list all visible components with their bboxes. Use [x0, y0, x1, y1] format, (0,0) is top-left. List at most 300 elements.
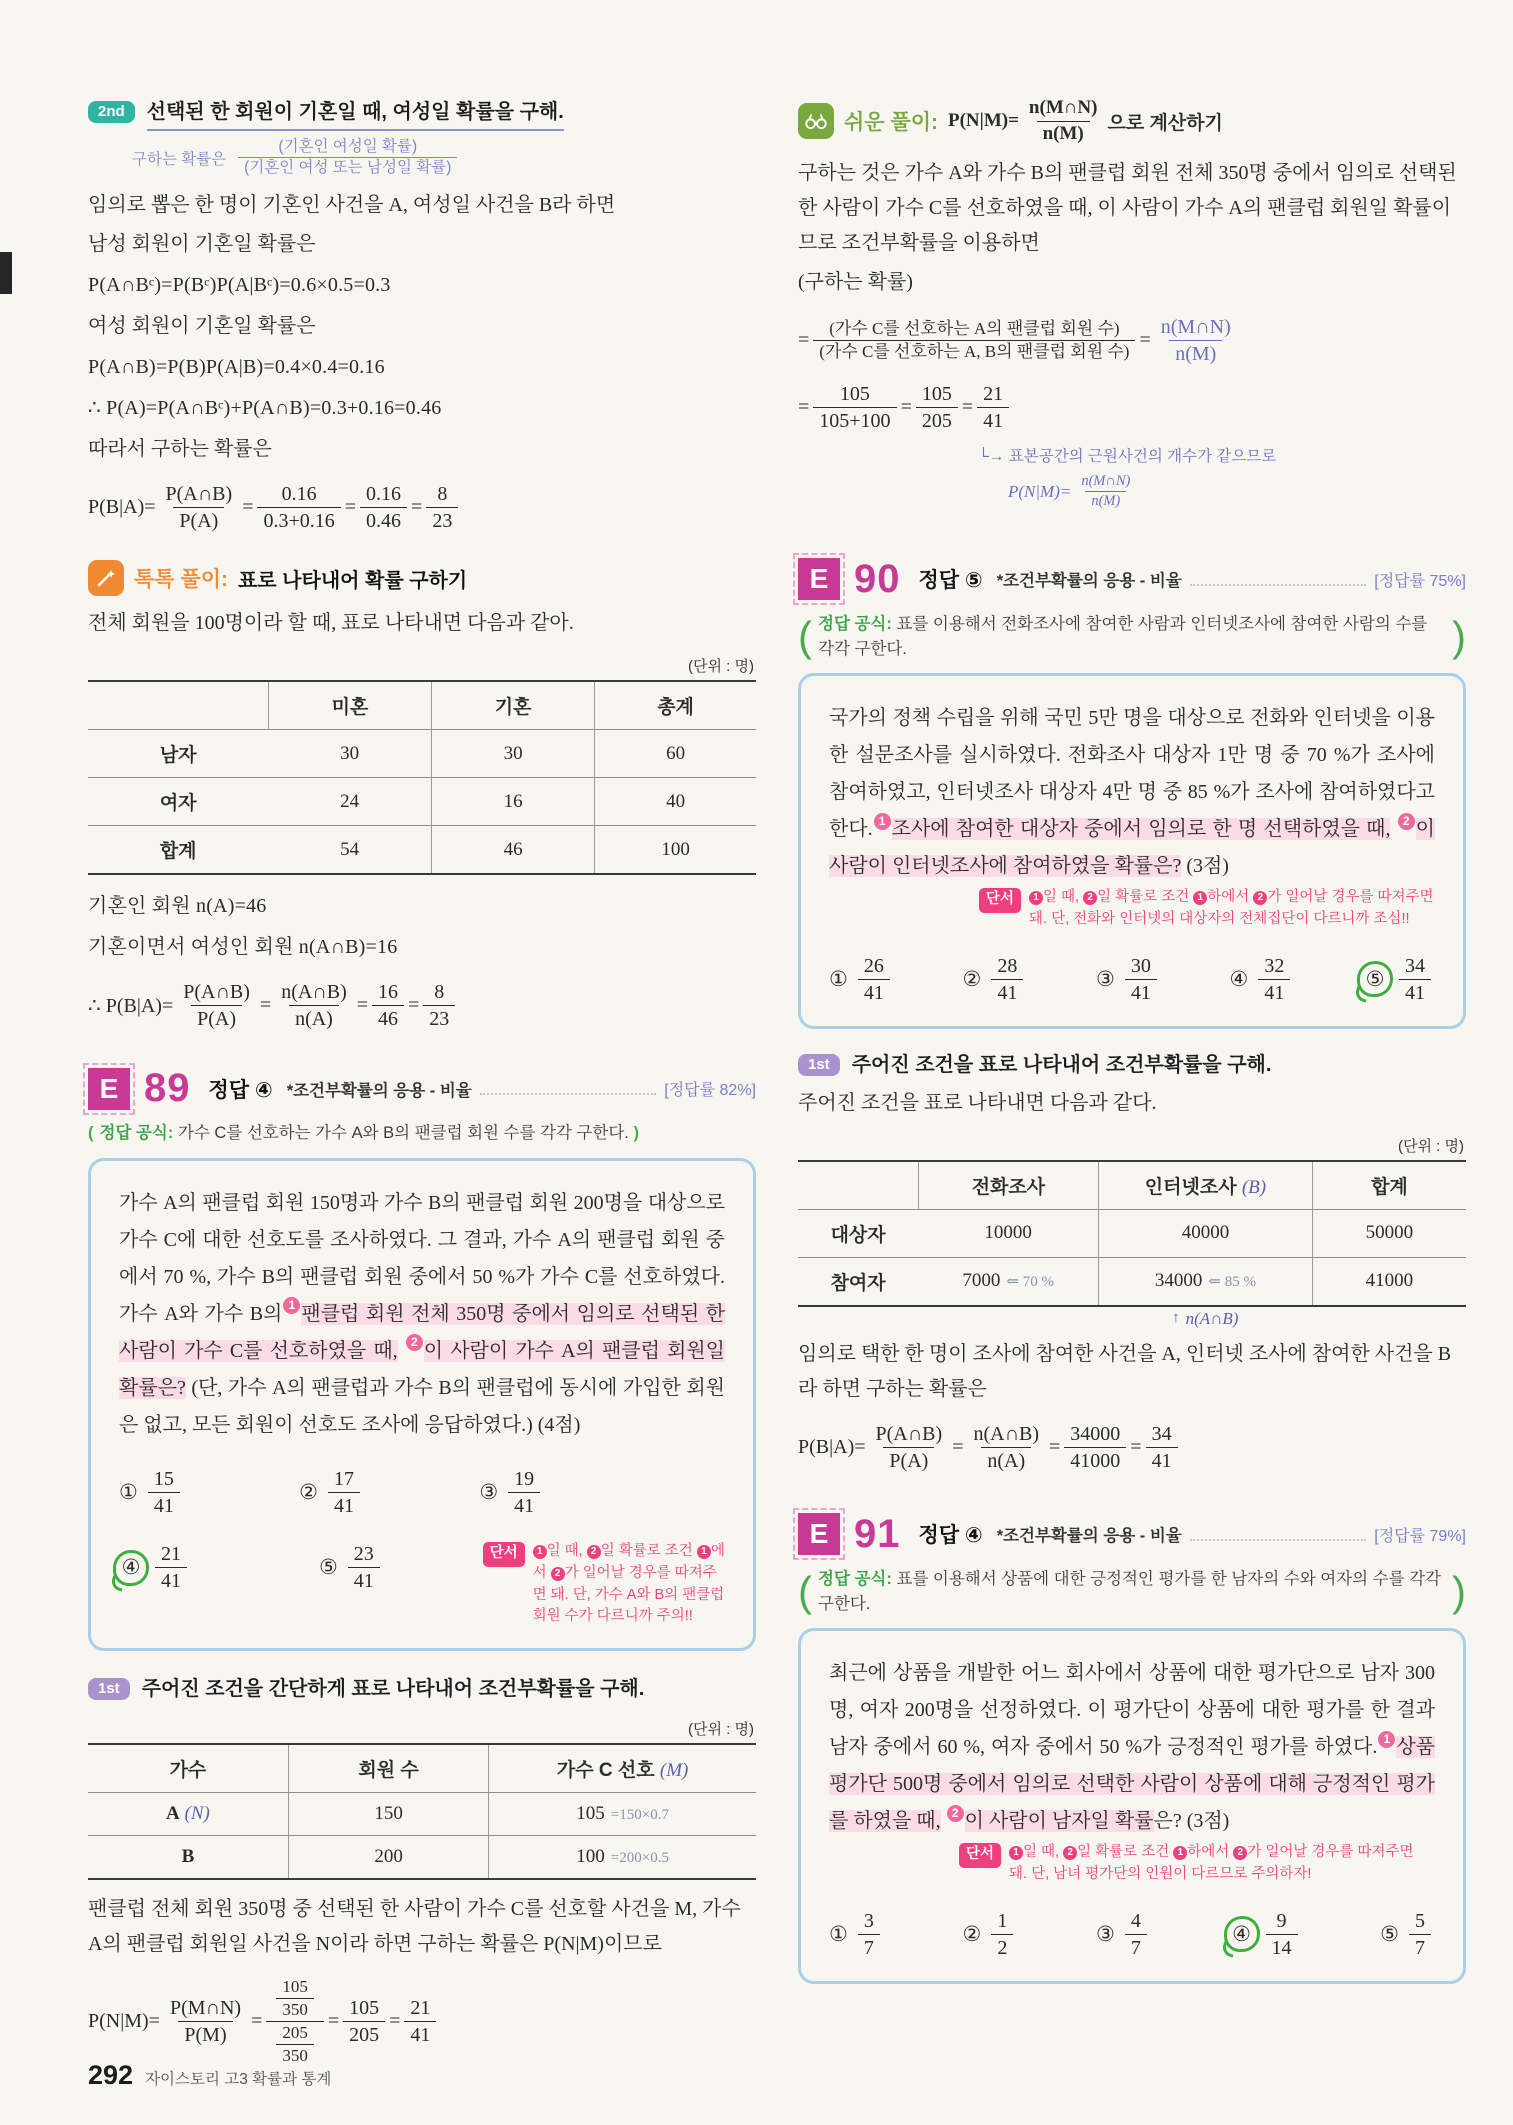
close-paren: ) — [633, 1124, 639, 1143]
denominator: (가수 C를 선호하는 A, B의 팬클럽 회원 수) — [813, 340, 1135, 363]
cell-text: A — [166, 1803, 180, 1825]
fraction — [870, 1421, 949, 1474]
fraction — [1064, 1421, 1126, 1474]
choice-1 — [829, 953, 894, 1006]
choice-4-answer — [119, 1541, 319, 1594]
highlighted-text: 이 사람이 인터넷조사에 참여하였을 확률은? — [829, 818, 1435, 878]
denominator: 0.46 — [360, 507, 407, 534]
choice-number: ① — [119, 1480, 138, 1505]
close-brace: ) — [1452, 1567, 1466, 1615]
choices-row-2 — [119, 1541, 725, 1628]
solution-text: 주어진 조건을 표로 나타내면 다음과 같다. — [798, 1091, 1157, 1114]
cell-annotation: =150×0.7 — [610, 1807, 669, 1824]
choice-number: ② — [299, 1480, 318, 1505]
solution-text: 여성 회원이 기혼일 확률은 — [88, 315, 316, 338]
numerator: 32 — [1264, 954, 1285, 977]
denominator: P(A) — [883, 1447, 934, 1474]
table-row — [88, 826, 756, 875]
denominator: 7 — [1409, 1934, 1431, 1961]
numerator: 0.16 — [281, 483, 317, 506]
table-row — [88, 1836, 756, 1880]
fraction — [1258, 953, 1290, 1006]
open-brace: ( — [798, 612, 812, 660]
numerator: n(M∩N) — [1081, 473, 1131, 490]
choice-2 — [963, 1908, 1018, 1961]
fraction — [343, 1995, 385, 2048]
table-cell: 60 — [595, 730, 756, 778]
numerator: P(A∩B) — [165, 483, 233, 506]
denominator: 205 — [343, 2021, 385, 2048]
choices-row — [829, 1908, 1435, 1961]
conditional-probability-formula — [88, 979, 756, 1032]
choice-1 — [829, 1908, 884, 1961]
table-header: 가수 — [169, 1760, 207, 1782]
numerator: 9 — [1276, 1909, 1287, 1932]
problem-text — [829, 700, 1435, 885]
problem-segment: 은? (3점) — [1153, 1810, 1230, 1833]
numerator: n(A∩B) — [973, 1422, 1040, 1445]
row-header: 합계 — [159, 841, 197, 863]
correct-rate: [정답률 75%] — [1374, 572, 1466, 590]
numerator: (가수 C를 선호하는 A의 팬클럽 회원 수) — [829, 319, 1120, 339]
denominator: 46 — [372, 1005, 404, 1032]
fraction — [404, 1995, 436, 2048]
numerator: 30 — [1130, 954, 1151, 977]
formula-line: ∴ P(A)=P(A∩Bᶜ)+P(A∩B)=0.3+0.16=0.46 — [88, 397, 442, 420]
numerator: 5 — [1415, 1909, 1425, 1932]
choice-1 — [119, 1466, 299, 1519]
table-cell — [88, 1793, 288, 1836]
numerator: 17 — [334, 1468, 354, 1491]
header-text: 인터넷조사 — [1144, 1176, 1237, 1198]
numerator: 205 — [282, 2023, 308, 2043]
fraction — [177, 979, 256, 1032]
table-row — [88, 730, 756, 778]
choice-number: ⑤ — [1380, 1921, 1399, 1946]
denominator: 41 — [155, 1567, 187, 1594]
correct-rate: [정답률 82%] — [664, 1082, 756, 1100]
e-badge-letter: E — [809, 563, 829, 595]
denominator: 41 — [328, 1492, 360, 1519]
step-badge-2nd: 2nd — [88, 101, 135, 123]
fraction — [967, 1421, 1045, 1474]
solution-text: 따라서 구하는 확률은 — [88, 438, 272, 461]
solution-text: 임의로 택한 한 명이 조사에 참여한 사건을 A, 인터넷 조사에 참여한 사건을 B라 하면 구하는 확률은 — [798, 1342, 1452, 1400]
denominator: n(M) — [1085, 491, 1126, 511]
numerator: n(A∩B) — [281, 981, 347, 1004]
table-header: 기혼 — [432, 681, 595, 730]
solution-text: 팬클럽 전체 회원 350명 중 선택된 한 사람이 가수 C를 선호할 사건을 M, 가수 A의 팬클럽 회원일 사건을 N이라 하면 구하는 확률은 P(N|M)이므로 — [88, 1898, 741, 1956]
fraction — [276, 1976, 314, 2021]
step-1st-title: 주어진 조건을 표로 나타내어 조건부확률을 구해. — [851, 1053, 1272, 1076]
clue-text: 일 때, — [1043, 889, 1084, 906]
problem-segment: 국가의 정책 수립을 위해 국민 5만 명을 대상으로 전화와 인터넷을 이용한 설문조사를 실시하였다. 전화조사 대상자 1만 명 중 70 %가 조사에 참여하였고, 인터넷조사 대상자 4만 명 중 85 %가 조사에 참여하였다고 한다. — [829, 707, 1435, 841]
table-cell: 30 — [432, 730, 595, 778]
numerator: 23 — [353, 1543, 374, 1566]
choice-number: ① — [829, 1921, 848, 1946]
hint-prefix: 구하는 확률은 — [132, 150, 227, 168]
equals: = — [251, 2010, 263, 2033]
table-cell: 41000 — [1312, 1257, 1466, 1306]
highlighted-text: 이 사람이 남자일 확률 — [964, 1810, 1154, 1833]
denominator: 7 — [858, 1934, 880, 1961]
value-formula — [798, 381, 1466, 434]
cell-text: B — [181, 1846, 195, 1868]
fraction — [372, 979, 404, 1032]
equals: = — [389, 2010, 401, 2033]
fraction — [348, 1541, 380, 1594]
denominator: 41000 — [1064, 1447, 1126, 1474]
row-header: 대상자 — [830, 1224, 886, 1246]
magic-wand-icon — [88, 560, 124, 596]
denominator: 2 — [991, 1934, 1013, 1961]
step-2nd-title: 선택된 한 회원이 기혼일 때, 여성일 확률을 구해. — [147, 98, 564, 131]
row-header: 남자 — [159, 745, 197, 767]
numerator: P(M∩N) — [169, 1997, 242, 2020]
choice-number: ③ — [1096, 966, 1115, 991]
e-badge-letter: E — [99, 1072, 119, 1104]
page-footer — [88, 2060, 331, 2091]
equals: = — [259, 994, 272, 1017]
conditional-probability-formula — [798, 1421, 1466, 1474]
numerator: 26 — [863, 954, 884, 977]
formula-token: ∴ P(B|A)= — [88, 995, 174, 1018]
e-badge — [798, 558, 840, 600]
choice-5 — [1380, 1908, 1435, 1961]
fraction — [1146, 1421, 1178, 1474]
formula-line: P(A∩B)=P(B)P(A|B)=0.4×0.4=0.16 — [88, 356, 385, 379]
choice-4-answer — [1230, 1908, 1302, 1961]
fraction — [813, 381, 896, 434]
header-text: 가수 C 선호 — [556, 1760, 655, 1782]
table-unit-label: (단위 : 명) — [1398, 1137, 1464, 1155]
left-column — [88, 96, 756, 2077]
numerator: 0.16 — [366, 483, 402, 506]
binoculars-icon — [798, 103, 834, 139]
clue-badge: 단서 — [959, 1843, 1001, 1868]
choice-number: ① — [829, 966, 848, 991]
answer-label: 정답 ④ — [918, 1524, 983, 1548]
choice-number: ④ — [121, 1555, 141, 1580]
problem-segment: 최근에 상품을 개발한 어느 회사에서 상품에 대한 평가단으로 남자 300명, 여자 200명을 선정하였다. 이 평가단이 상품에 대한 평가를 한 결과 남자 중에서 60 %, 여자 중에서 50 %가 긍정적인 평가를 하였다. — [829, 1662, 1435, 1759]
denominator: 41 — [1146, 1447, 1178, 1474]
choice-3 — [479, 1466, 544, 1519]
formula-line: P(A∩Bᶜ)=P(Bᶜ)P(A|Bᶜ)=0.6×0.5=0.3 — [88, 274, 391, 297]
fraction — [1125, 1908, 1147, 1961]
numerator: P(A∩B) — [875, 1422, 943, 1445]
dotted-leader — [1190, 573, 1367, 586]
annotation-text: n(A∩B) — [1185, 1308, 1239, 1328]
hint-denominator: (기혼인 여성 또는 남성일 확률) — [238, 157, 457, 178]
formula-token: P(N|M)= — [88, 2010, 160, 2033]
choice-number: ④ — [1232, 1921, 1251, 1946]
cell-value: 105 — [576, 1803, 605, 1825]
fraction — [991, 1908, 1013, 1961]
answer-formula-note — [88, 1121, 756, 1146]
choice-5-answer — [1363, 953, 1435, 1006]
numerator: 105 — [349, 1997, 380, 2020]
solution-text: 임의로 뽑은 한 명이 기혼인 사건을 A, 여성일 사건을 B라 하면 — [88, 194, 616, 217]
clue-text: 가 일어날 경우를 따져주면 돼. 단, 가수 A와 B의 팬클럽 회원 수가 다르니까 주의!! — [532, 1564, 725, 1625]
table-row — [798, 1209, 1466, 1257]
table-cell — [918, 1257, 1098, 1306]
problem-number: 89 — [144, 1066, 191, 1111]
open-brace: ( — [798, 1567, 812, 1615]
conditional-probability-formula — [88, 1976, 756, 2067]
clue-marker-2: 2 — [1398, 813, 1415, 830]
numerator: 105 — [282, 1977, 308, 1997]
choice-number: ② — [962, 966, 982, 991]
denominator: 350 — [276, 2044, 314, 2067]
close-brace: ) — [1452, 612, 1466, 660]
header-variable: (B) — [1241, 1176, 1267, 1198]
dotted-leader — [1190, 1528, 1367, 1541]
numerator: 15 — [153, 1468, 174, 1491]
formula-token: P(B|A)= — [88, 496, 156, 519]
equals: = — [327, 2010, 340, 2033]
formula-line: 기혼인 회원 n(A)=46 — [88, 895, 267, 918]
choice-number: ④ — [1229, 966, 1249, 991]
intersection-annotation — [1172, 1309, 1466, 1329]
table-header: 합계 — [1312, 1161, 1466, 1210]
denominator: 41 — [1258, 979, 1290, 1006]
table-cell: 100 — [595, 826, 756, 875]
denominator: 41 — [858, 979, 890, 1006]
numerator: 16 — [378, 981, 399, 1004]
step-2nd-hint — [132, 137, 756, 178]
choice-3 — [1096, 1908, 1151, 1961]
table-unit-label: (단위 : 명) — [688, 1721, 754, 1739]
numerator: 105 — [921, 383, 952, 406]
answer-formula-note — [798, 1567, 1466, 1617]
easy-label: 쉬운 풀이: — [844, 111, 938, 135]
toktok-title: 표로 나타내어 확률 구하기 — [237, 569, 468, 592]
fraction — [1266, 1908, 1298, 1961]
clue-marker-2: 2 — [406, 1334, 423, 1351]
denominator: n(A) — [981, 1447, 1031, 1474]
clue-text: 가 일어날 경우를 따져주면 돼. 단, 남녀 평가단의 인원이 다르므로 주의하자! — [1009, 1844, 1414, 1883]
equals: = — [344, 496, 357, 519]
fraction — [423, 979, 455, 1032]
solution-text: 구하는 것은 가수 A와 가수 B의 팬클럽 회원 전체 350명 중에서 임의로 선택된 한 사람이 가수 C를 선호하였을 때, 이 사람이 가수 A의 팬클럽 회원일 확률이므로 조건부확률을 이용하면 — [798, 162, 1457, 255]
sample-space-annotation: └→ 표본공간의 근원사건의 개수가 같으므로 — [978, 448, 1277, 466]
fraction — [1023, 96, 1104, 146]
problem-box-e91 — [798, 1628, 1466, 1984]
numerator: 8 — [437, 483, 448, 506]
hint-numerator: (기혼인 여성일 확률) — [278, 138, 418, 155]
answer-circle — [1224, 1916, 1260, 1952]
clue-text: 일 때, — [1023, 1844, 1064, 1861]
equals: = — [798, 329, 810, 352]
clue-marker: 2 — [551, 1567, 565, 1581]
table-cell — [88, 1836, 288, 1880]
clue-marker: 2 — [587, 1545, 601, 1559]
answer-label: 정답 ④ — [208, 1078, 273, 1102]
clue-marker-1: 1 — [1378, 1731, 1395, 1748]
table-row — [798, 1257, 1466, 1306]
table-row — [88, 778, 756, 826]
choice-number: ⑤ — [318, 1555, 338, 1580]
numerator: 21 — [410, 1997, 431, 2020]
solution-text: 남성 회원이 기혼일 확률은 — [88, 233, 316, 256]
table-header — [1099, 1161, 1313, 1210]
numerator: 34 — [1151, 1422, 1172, 1445]
gongsik-label: 정답 공식: — [99, 1124, 174, 1143]
clue-note — [979, 887, 1435, 931]
denominator: 41 — [348, 1567, 380, 1594]
choice-5 — [319, 1541, 483, 1594]
choices-row-1 — [119, 1466, 725, 1519]
conditional-probability-formula — [88, 481, 756, 534]
denominator: 41 — [1125, 979, 1157, 1006]
answer-label: 정답 ⑤ — [918, 569, 983, 593]
equals: = — [1130, 1435, 1142, 1458]
clue-marker-2: 2 — [947, 1805, 964, 1822]
ratio-formula — [798, 314, 1466, 367]
numerator: n(M∩N) — [1028, 97, 1098, 118]
problem-number: 91 — [854, 1511, 901, 1556]
answer-circle — [1357, 961, 1393, 997]
table-header: 회원 수 — [288, 1744, 488, 1793]
equals: = — [408, 994, 420, 1017]
choice-2 — [299, 1466, 479, 1519]
table-cell: 50000 — [1312, 1209, 1466, 1257]
equals: = — [961, 396, 974, 419]
formula-line: 기혼이면서 여성인 회원 n(A∩B)=16 — [88, 936, 398, 959]
easy-solution-heading — [798, 96, 1466, 146]
right-column — [798, 96, 1466, 2077]
fraction — [360, 481, 407, 534]
table-cell: 16 — [432, 778, 595, 826]
dotted-leader — [480, 1082, 657, 1095]
problem-segment: 가수 A의 팬클럽 회원 150명과 가수 B의 팬클럽 회원 200명을 대상으로 가수 C에 대한 선호도를 조사하였다. 그 결과, 가수 A의 팬클럽 회원 중에서 70 %, 가수 B의 팬클럽 회원 중에서 50 %가 가수 C를 선호하였다. 가수 A와 가수 B의 — [119, 1192, 725, 1326]
cell-annotation: ⇐ 70 % — [1006, 1274, 1054, 1291]
fraction — [160, 481, 239, 534]
choice-number: ⑤ — [1365, 966, 1385, 991]
numerator: 19 — [514, 1468, 535, 1491]
nested-fraction — [266, 1976, 324, 2067]
row-header: 참여자 — [830, 1272, 886, 1294]
clue-note — [483, 1541, 725, 1628]
problem-text — [119, 1185, 725, 1444]
clue-text: 일 확률로 조건 — [1097, 889, 1194, 906]
choices-row — [829, 953, 1435, 1006]
formula-token: 으로 계산하기 — [1107, 112, 1223, 134]
fraction — [148, 1466, 180, 1519]
page-number: 292 — [88, 2060, 134, 2090]
table-header — [88, 681, 268, 730]
gongsik-text: 표를 이용해서 전화조사에 참여한 사람과 인터넷조사에 참여한 사람의 수를 각각 구한다. — [818, 614, 1428, 658]
clue-text: 가 일어날 경우를 따져주면 돼. 단, 전화와 인터넷의 대상자의 전체집단이 다르니까 조심!! — [1029, 889, 1434, 928]
problem-box-e90 — [798, 673, 1466, 1029]
numerator: 1 — [997, 1909, 1008, 1932]
denominator: n(M) — [1037, 121, 1090, 147]
clue-marker: 1 — [1173, 1846, 1187, 1860]
clue-text: 일 때, — [546, 1543, 587, 1560]
clue-note — [959, 1842, 1435, 1886]
denominator: P(A) — [191, 1005, 242, 1032]
numerator: 4 — [1130, 1909, 1141, 1932]
clue-badge: 단서 — [483, 1542, 525, 1567]
denominator: 205 — [916, 407, 958, 434]
denominator: P(M) — [178, 2021, 232, 2048]
equals: = — [411, 496, 423, 519]
problem-segment: (단, 가수 A의 팬클럽과 가수 B의 팬클럽에 동시에 가입한 회원은 없고, 모든 회원이 선호도 조사에 응답하였다.) (4점) — [119, 1377, 726, 1437]
denominator: 0.3+0.16 — [257, 507, 340, 534]
solution-step-1st-e89 — [88, 1675, 756, 1704]
table-cell: 40 — [595, 778, 756, 826]
table-cell: 46 — [432, 826, 595, 875]
cell-value: 7000 — [962, 1270, 1001, 1292]
denominator: 350 — [276, 1998, 314, 2021]
topic-label: *조건부확률의 응용 - 비율 — [996, 1527, 1182, 1546]
step-badge-1st: 1st — [88, 1678, 130, 1700]
denominator: 105+100 — [813, 407, 896, 434]
cell-variable: (N) — [184, 1803, 210, 1825]
table-cell: 200 — [288, 1836, 488, 1880]
highlighted-text: 팬클럽 회원 전체 350명 중에서 임의로 선택된 한 사람이 가수 C를 선호하였을 때, — [119, 1303, 726, 1363]
fraction — [508, 1466, 540, 1519]
table-cell — [489, 1793, 756, 1836]
table-cell: 30 — [340, 742, 360, 764]
highlighted-text: 조사에 참여한 대상자 중에서 임의로 한 명 선택하였을 때, — [891, 818, 1391, 841]
open-paren: ( — [88, 1124, 94, 1143]
fraction — [858, 1908, 880, 1961]
table-header: 미혼 — [268, 681, 431, 730]
fraction — [155, 1541, 187, 1594]
denominator: 41 — [991, 979, 1023, 1006]
answer-circle — [113, 1550, 149, 1586]
problem-header-e90 — [798, 557, 1466, 602]
problem-segment: (3점) — [1186, 855, 1229, 878]
problem-text — [829, 1655, 1435, 1840]
solution-text: (구하는 확률) — [798, 271, 913, 294]
e-badge — [798, 1513, 840, 1555]
numerator: 34 — [1405, 954, 1425, 977]
denominator: 41 — [404, 2021, 436, 2048]
denominator: 41 — [1399, 979, 1431, 1006]
fraction — [977, 381, 1009, 434]
solution-step-1st-e90 — [798, 1051, 1466, 1080]
gongsik-text: 표를 이용해서 상품에 대한 긍정적인 평가를 한 남자의 수와 여자의 수를 각각 구한다. — [818, 1569, 1441, 1613]
cell-value: 34000 — [1154, 1270, 1203, 1292]
fraction — [328, 1466, 360, 1519]
step-1st-title: 주어진 조건을 간단하게 표로 나타내어 조건부확률을 구해. — [141, 1678, 645, 1701]
fraction — [991, 953, 1023, 1006]
denominator: 41 — [148, 1492, 180, 1519]
choice-4 — [1230, 953, 1295, 1006]
row-header: 여자 — [159, 793, 197, 815]
numerator: 8 — [434, 981, 445, 1004]
table-header: 전화조사 — [918, 1161, 1098, 1210]
equals: = — [798, 396, 810, 419]
fraction — [275, 979, 353, 1032]
table-unit-label: (단위 : 명) — [688, 658, 754, 676]
table-cell: 40000 — [1099, 1209, 1313, 1257]
clue-text: 하에서 — [1207, 889, 1254, 906]
answer-formula-note — [798, 612, 1466, 662]
annotation-formula — [1008, 472, 1466, 511]
clue-marker-1: 1 — [283, 1297, 300, 1314]
problem-header-e91 — [798, 1512, 1466, 1557]
problem-number: 90 — [854, 556, 901, 601]
denominator: 7 — [1125, 1934, 1147, 1961]
clue-marker-1: 1 — [874, 813, 891, 830]
clue-marker: 1 — [533, 1545, 547, 1559]
clue-text: 일 확률로 조건 — [1077, 1844, 1174, 1861]
gongsik-text: 가수 C를 선호하는 가수 A와 B의 팬클럽 회원 수를 각각 구한다. — [177, 1124, 629, 1143]
fraction — [813, 318, 1135, 363]
